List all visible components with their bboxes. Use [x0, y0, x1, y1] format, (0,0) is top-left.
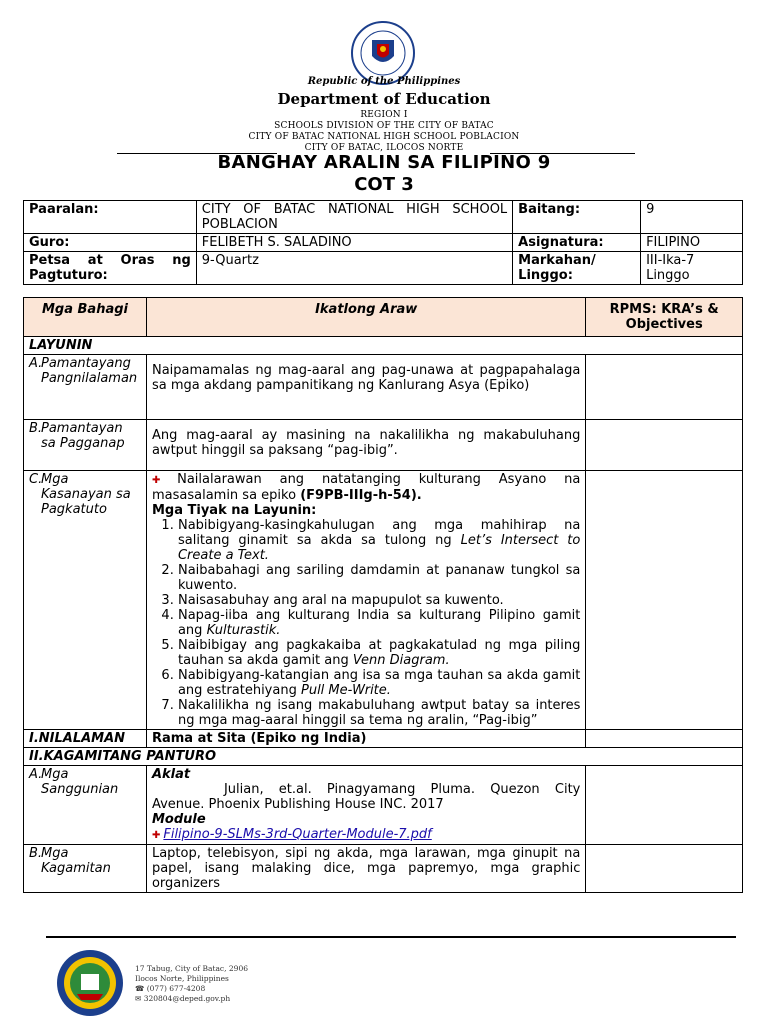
- kagamitan-content: Laptop, telebisyon, sipi ng akda, mga larawan, mga ginupit na papel, isang malaking dice, mga papremyo, mga graphic organizers: [146, 845, 585, 893]
- email-text: 320804@deped.gov.ph: [143, 994, 231, 1003]
- nilalaman-text: Rama at Sita (Epiko ng India): [146, 730, 585, 748]
- module-link-row: [152, 827, 580, 843]
- kagamitan-rpms: [586, 845, 743, 893]
- row-number: C.: [29, 472, 43, 487]
- module-heading: Module: [151, 812, 206, 827]
- c-rpms: [586, 471, 743, 730]
- list-item: 2. Naibabahagi ang sariling damdamin at pananaw tungkol sa kuwento.: [178, 563, 580, 593]
- paaralan-label: Paaralan:: [24, 201, 197, 234]
- column-header: RPMS: KRA’s & Objectives: [586, 298, 743, 337]
- sanggunian-content: [146, 766, 585, 845]
- school-logo-icon: [55, 948, 125, 1018]
- list-item: 3. Naisasabuhay ang aral na mapupulot sa kuwento.: [178, 593, 580, 608]
- sanggunian-rpms: [586, 766, 743, 845]
- lesson-table: [23, 297, 743, 893]
- column-header: Mga Bahagi: [24, 298, 147, 337]
- markahan-value: III-Ika-7 Linggo: [641, 252, 743, 285]
- tiyak-heading: Mga Tiyak na Layunin:: [151, 503, 317, 518]
- table-row: [24, 766, 743, 845]
- email-icon: ✉: [135, 994, 142, 1003]
- guro-label: Guro:: [24, 234, 197, 252]
- list-item: 4. Napag-iiba ang kulturang India sa kulturang Pilipino gamit ang Kulturastik.: [178, 608, 580, 638]
- row-label-text: Mga Kagamitan: [41, 846, 111, 876]
- c-intro: [152, 472, 580, 503]
- address-line-1: 17 Tabug, City of Batac, 2906: [135, 964, 248, 973]
- row-number: B.: [29, 846, 43, 861]
- arrow-bullet-icon: ✚: [151, 830, 161, 841]
- letterhead: [0, 0, 768, 200]
- petsa-value: 9-Quartz: [196, 252, 512, 285]
- table-row: [24, 337, 743, 355]
- table-row: [24, 471, 743, 730]
- row-label-text: Pamantayang Pangnilalaman: [41, 356, 138, 386]
- table-row: [24, 730, 743, 748]
- row-label-text: Mga Sanggunian: [41, 767, 119, 797]
- list-item: 1. Nabibigyang-kasingkahulugan ang mga mahihirap na salitang ginamit sa akda sa tulong ng Let’s Intersect to Create a Text.: [178, 518, 580, 563]
- school-text: CITY OF BATAC NATIONAL HIGH SCHOOL POBLACION: [248, 132, 520, 142]
- email-line: [135, 994, 248, 1004]
- table-row: [24, 355, 743, 420]
- page-title: BANGHAY ARALIN SA FILIPINO 9: [217, 152, 551, 173]
- phone-icon: ☎: [135, 984, 145, 993]
- guro-value: FELIBETH S. SALADINO: [196, 234, 512, 252]
- list-item: 5. Naibibigay ang pagkakaiba at pagkakatulad ng mga piling tauhan sa akda gamit ang Venn Diagram.: [178, 638, 580, 668]
- row-label-text: Pamantayan sa Pagganap: [41, 421, 125, 451]
- c-content: [146, 471, 585, 730]
- baitang-label: Baitang:: [513, 201, 641, 234]
- list-item: 7. Nakalilikha ng isang makabuluhang awtput batay sa interes ng mga mag-aaral hinggil sa tema ng aralin, “Pag-ibig”: [178, 698, 580, 728]
- phone-line: [135, 984, 248, 994]
- objectives-list: [152, 518, 580, 728]
- row-number: B.: [29, 421, 43, 436]
- row-label-c: [24, 471, 147, 730]
- baitang-value: 9: [641, 201, 743, 234]
- table-row: [24, 748, 743, 766]
- column-header: Ikatlong Araw: [146, 298, 585, 337]
- competency-code: (F9PB-IIIg-h-54).: [300, 488, 422, 503]
- row-number: A.: [29, 767, 43, 782]
- aklat-text: Julian, et.al. Pinagyamang Pluma. Quezon City Avenue. Phoenix Publishing House INC. 2017: [151, 782, 581, 812]
- paaralan-value: CITY OF BATAC NATIONAL HIGH SCHOOL POBLACION: [196, 201, 512, 234]
- asignatura-value: FILIPINO: [641, 234, 743, 252]
- table-row: [24, 845, 743, 893]
- phone-text: (077) 677-4208: [146, 984, 206, 993]
- row-label-b: [24, 420, 147, 471]
- footer-rule: [46, 936, 736, 938]
- division-text: SCHOOLS DIVISION OF THE CITY OF BATAC: [274, 121, 494, 131]
- markahan-label: Markahan/ Linggo:: [513, 252, 641, 285]
- nilalaman-rpms: [586, 730, 743, 748]
- a-content: Naipamamalas ng mag-aaral ang pag-unawa at pagpapahalaga sa mga akdang pampanitikang ng Kanlurang Asya (Epiko): [146, 355, 585, 420]
- module-link[interactable]: Filipino-9-SLMs-3rd-Quarter-Module-7.pdf: [163, 827, 432, 842]
- address-line-2: Ilocos Norte, Philippines: [135, 974, 229, 983]
- asignatura-label: Asignatura:: [513, 234, 641, 252]
- table-row: [24, 201, 743, 234]
- table-row: [24, 420, 743, 471]
- nilalaman-label: I.NILALAMAN: [24, 730, 147, 748]
- arrow-bullet-icon: ✚: [151, 475, 175, 486]
- table-row: [24, 234, 743, 252]
- list-item: 6. Nabibigyang-katangian ang isa sa mga tauhan sa akda gamit ang estratehiyang Pull Me-Write.: [178, 668, 580, 698]
- b-rpms: [586, 420, 743, 471]
- row-label-a: [24, 355, 147, 420]
- table-row: [24, 252, 743, 285]
- info-table: [23, 200, 743, 285]
- aklat-heading: Aklat: [151, 767, 191, 782]
- table-header-row: [24, 298, 743, 337]
- a-rpms: [586, 355, 743, 420]
- petsa-label: Petsa at Oras ng Pagtuturo:: [24, 252, 197, 285]
- address-text: CITY OF BATAC, ILOCOS NORTE: [304, 143, 464, 153]
- row-number: A.: [29, 356, 43, 371]
- c-intro-text: Nailalarawan ang natatanging kulturang Asyano na masasalamin sa epiko: [151, 472, 581, 503]
- contact-block: [135, 964, 248, 1004]
- layunin-heading: LAYUNIN: [24, 337, 743, 355]
- row-label-text: Mga Kasanayan sa Pagkatuto: [41, 472, 131, 517]
- department-text: Department of Education: [277, 90, 491, 108]
- row-label-kagamitan: [24, 845, 147, 893]
- region-text: REGION I: [360, 110, 408, 120]
- kagamitan-heading: II.KAGAMITANG PANTURO: [24, 748, 743, 766]
- row-label-sanggunian: [24, 766, 147, 845]
- page-subtitle: COT 3: [354, 174, 414, 195]
- republic-text: Republic of the Philippines: [307, 76, 461, 87]
- b-content: Ang mag-aaral ay masining na nakalilikha ng makabuluhang awtput hinggil sa paksang “pag-ibig”.: [146, 420, 585, 471]
